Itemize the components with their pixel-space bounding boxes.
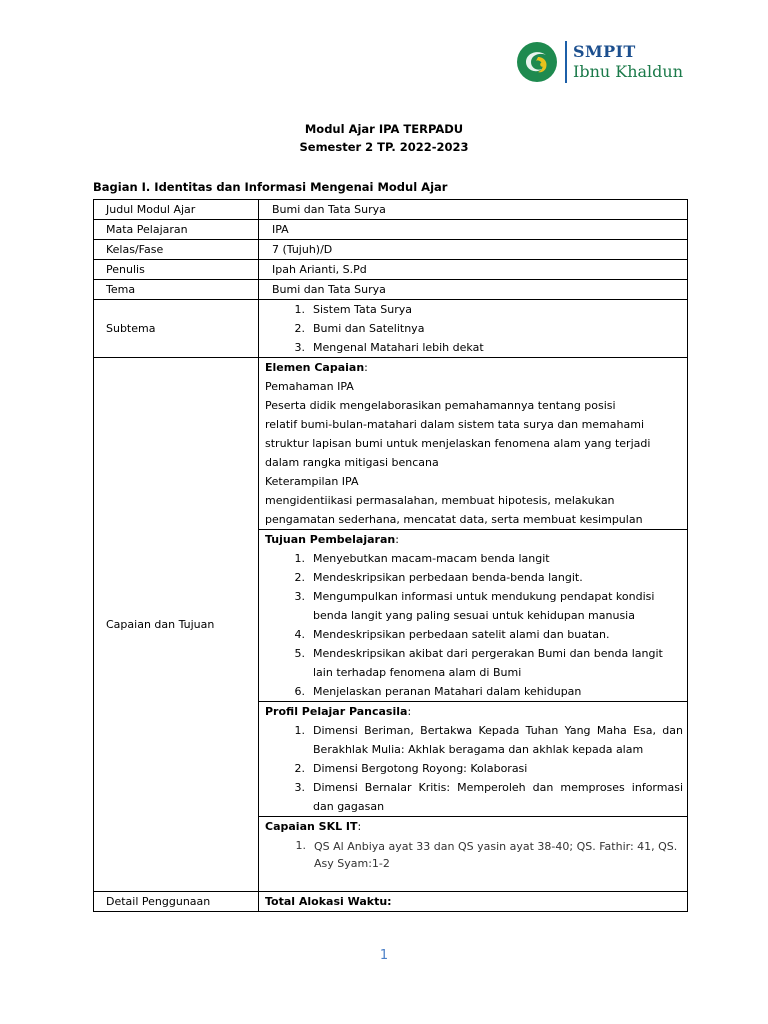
elemen-text-line: mengidentiikasi permasalahan, membuat hipotesis, melakukan (265, 494, 615, 507)
row-label: Detail Penggunaan (94, 892, 259, 912)
elemen-capaian-cell: Elemen Capaian: Pemahaman IPA Peserta didik mengelaborasikan pemahamannya tentang posisi relatif bumi-bulan-matahari dalam sistem tata surya dan memahami struktur lapisan bumi untuk menjelaskan fenomena alam yang terjadi dalam rangka mitigasi bencana Keterampilan IPA mengidentiikasi permasalahan, membuat hipotesis, melakukan pengamatan sederhana, mencatat data, serta membuat kesimpulan (259, 358, 688, 530)
document-title: Modul Ajar IPA TERPADU (304, 122, 464, 136)
row-value: Bumi dan Tata Surya (259, 200, 688, 220)
identity-table (93, 199, 688, 912)
page-number: 1 (379, 948, 389, 963)
list-item: 2. Dimensi Bergotong Royong: Kolaborasi (294, 762, 528, 775)
elemen-text-line: Peserta didik mengelaborasikan pemahamannya tentang posisi (265, 399, 616, 412)
elemen-text-line: pengamatan sederhana, mencatat data, serta membuat kesimpulan (265, 513, 643, 526)
row-value: 7 (Tujuh)/D (259, 240, 688, 260)
profil-cell: Profil Pelajar Pancasila: 1. Dimensi Beriman, Bertakwa Kepada Tuhan Yang Maha Esa, dan Berakhlak Mulia: Akhlak beragama dan akhlak kepada alam 2. Dimensi Bergotong Royong: Kolaborasi 3. Dimensi Bernalar Kritis: Memperoleh dan memproses informasi dan gagasan (259, 702, 688, 817)
table-row (94, 260, 688, 280)
tujuan-list (265, 549, 683, 701)
list-item: 2. Bumi dan Satelitnya (294, 322, 425, 335)
row-value (259, 892, 688, 912)
elemen-text-line: dalam rangka mitigasi bencana (265, 456, 439, 469)
logo-school-name: Ibnu Khaldun (573, 62, 684, 81)
skl-list (265, 836, 683, 872)
subtema-list (265, 300, 683, 357)
row-label: Kelas/Fase (94, 240, 259, 260)
row-label: Judul Modul Ajar (94, 200, 259, 220)
row-value: IPA (259, 220, 688, 240)
school-emblem-icon (516, 41, 558, 83)
elemen-text-line: struktur lapisan bumi untuk menjelaskan fenomena alam yang terjadi (265, 437, 651, 450)
elemen-sub-heading: Pemahaman IPA (265, 380, 354, 393)
profil-list (265, 721, 683, 816)
list-item: 1. Menyebutkan macam-macam benda langit (294, 552, 550, 565)
logo-divider (565, 41, 567, 83)
table-row (94, 220, 688, 240)
row-label: Capaian dan Tujuan (94, 358, 259, 892)
row-value: Ipah Arianti, S.Pd (259, 260, 688, 280)
total-alokasi-waktu: Total Alokasi Waktu: (265, 895, 392, 908)
row-label: Mata Pelajaran (94, 220, 259, 240)
subtema-cell (259, 300, 688, 358)
table-row (94, 280, 688, 300)
logo-text (573, 44, 683, 80)
logo-school-type: SMPIT (573, 42, 636, 61)
document-subtitle: Semester 2 TP. 2022-2023 (299, 140, 469, 154)
profil-heading: Profil Pelajar Pancasila (265, 705, 408, 718)
list-item: 4. Mendeskripsikan perbedaan satelit alami dan buatan. (294, 628, 610, 641)
row-label: Tema (94, 280, 259, 300)
table-row (94, 892, 688, 912)
list-item: 3. Mengumpulkan informasi untuk mendukung pendapat kondisi benda langit yang paling sesuai untuk kehidupan manusia (294, 590, 655, 622)
list-item: 1. Dimensi Beriman, Bertakwa Kepada Tuhan Yang Maha Esa, dan Berakhlak Mulia: Akhlak beragama dan akhlak kepada alam (294, 724, 683, 756)
table-row (94, 358, 688, 530)
skl-heading: Capaian SKL IT (265, 820, 358, 833)
list-item: 1. QS Al Anbiya ayat 33 dan QS yasin ayat 38-40; QS. Fathir: 41, QS. Asy Syam:1-2 (295, 839, 678, 870)
school-logo (516, 40, 683, 84)
section-heading: Bagian I. Identitas dan Informasi Mengenai Modul Ajar (93, 180, 448, 194)
tujuan-heading: Tujuan Pembelajaran (265, 533, 396, 546)
row-label: Penulis (94, 260, 259, 280)
elemen-sub-heading: Keterampilan IPA (265, 475, 359, 488)
list-item: 1. Sistem Tata Surya (294, 303, 412, 316)
elemen-text-line: relatif bumi-bulan-matahari dalam sistem tata surya dan memahami (265, 418, 645, 431)
list-item: 3. Mengenal Matahari lebih dekat (294, 341, 484, 354)
table-row (94, 240, 688, 260)
table-row (94, 200, 688, 220)
list-item: 5. Mendeskripsikan akibat dari pergerakan Bumi dan benda langit lain terhadap fenomena alam di Bumi (294, 647, 663, 679)
row-label: Subtema (94, 300, 259, 358)
table-row (94, 300, 688, 358)
elemen-capaian-heading: Elemen Capaian (265, 361, 365, 374)
row-value: Bumi dan Tata Surya (259, 280, 688, 300)
tujuan-cell: Tujuan Pembelajaran: 1. Menyebutkan macam-macam benda langit 2. Mendeskripsikan perbedaan benda-benda langit. 3. Mengumpulkan informasi untuk mendukung pendapat kondisi benda langit yang paling sesuai untuk kehidupan manusia 4. Mendeskripsikan perbedaan satelit alami dan buatan. 5. Mendeskripsikan akibat dari pergerakan Bumi dan benda langit lain terhadap fenomena alam di Bumi 6. Menjelaskan peranan Matahari dalam kehidupan (259, 530, 688, 702)
list-item: 6. Menjelaskan peranan Matahari dalam kehidupan (294, 685, 582, 698)
skl-cell: Capaian SKL IT: 1. QS Al Anbiya ayat 33 dan QS yasin ayat 38-40; QS. Fathir: 41, QS. Asy Syam:1-2 (259, 817, 688, 892)
list-item: 2. Mendeskripsikan perbedaan benda-benda langit. (294, 571, 583, 584)
list-item: 3. Dimensi Bernalar Kritis: Memperoleh dan memproses informasi dan gagasan (294, 781, 683, 813)
